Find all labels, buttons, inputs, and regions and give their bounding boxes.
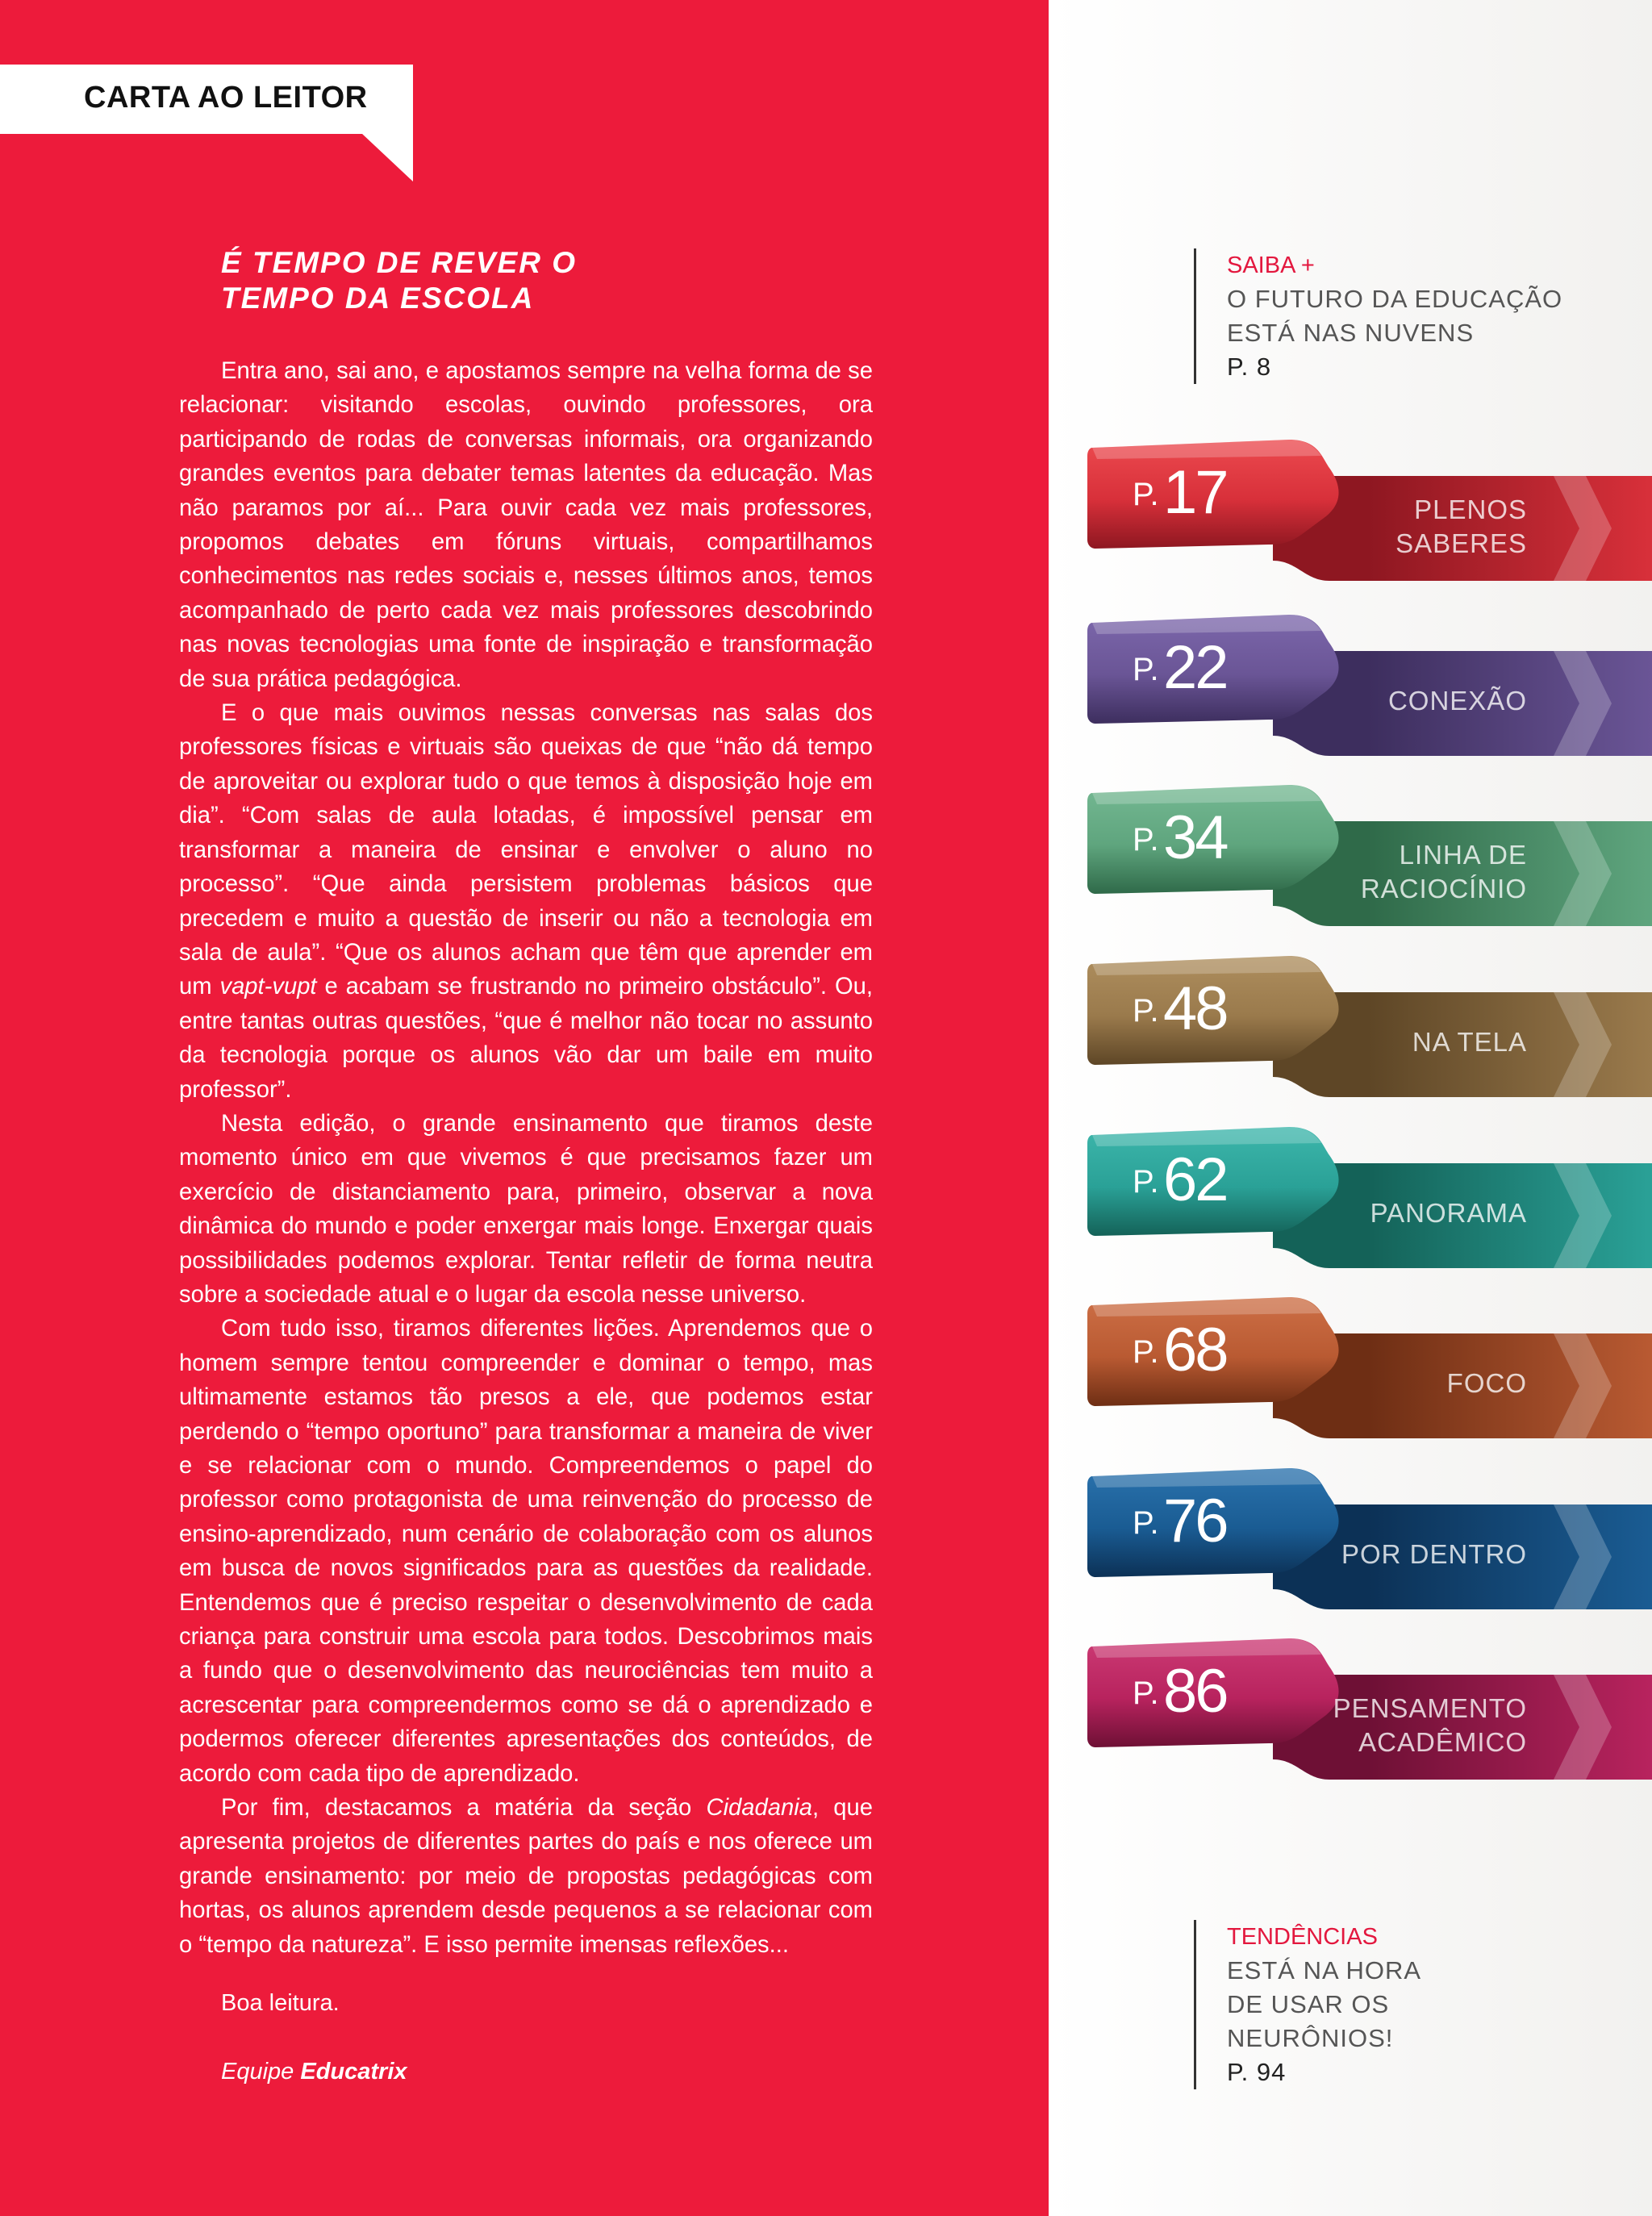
callout-line: ESTÁ NAS NUVENS [1227,319,1475,347]
headline-line-2: TEMPO DA ESCOLA [221,282,535,315]
ribbon-page-prefix: P. [1133,1505,1159,1541]
ribbon-76[interactable] [1087,1468,1652,1581]
letter-body [179,354,873,1962]
ribbon-section-title [1341,1538,1527,1571]
ribbon-title-line: LINHA DE [1399,840,1527,870]
ribbon-page-prefix: P. [1133,477,1159,512]
ribbon-page-number: 68 [1163,1316,1227,1384]
callout-tag: SAIBA + [1227,252,1315,278]
ribbon-section-title [1388,684,1527,718]
ribbon-page-number: 86 [1163,1657,1227,1726]
ribbon-section-title [1395,493,1527,561]
ribbon-title-line: PLENOS [1414,495,1527,524]
ribbon-page-number: 76 [1163,1487,1227,1555]
section-label-tag [0,65,413,134]
paragraph: Por fim, destacamos a matéria da seção Cidadania, que apresenta projetos de diferentes partes do país e nos oferece um grande ensinamento: por meio de propostas pedagógicas com hortas, os alunos aprendem desde pequenos a se relacionar com o “tempo da natureza”. E isso permite imensas reflexões... [179,1795,873,1958]
headline-line-1: É TEMPO DE REVER O [221,246,578,279]
headline [221,245,705,316]
callout-tag: TENDÊNCIAS [1227,1924,1378,1950]
ribbon-62[interactable] [1087,1127,1652,1240]
ribbon-title-line: POR DENTRO [1341,1539,1527,1569]
ribbon-title-line: RACIOCÍNIO [1360,874,1527,904]
ribbon-68[interactable] [1087,1297,1652,1410]
paragraph: E o que mais ouvimos nessas conversas nas salas dos professores físicas e virtuais são queixas de que “não dá tempo de aproveitar ou explorar tudo o que temos à disposição hoje em dia”. “Com salas de aula lotadas, é impossível pensar em transformar a maneira de ensinar e envolver o aluno no processo”. “Que ainda persistem problemas básicos que precedem e muito a questão de inserir ou não a tecnologia em sala de aula”. “Que os alunos acham que têm que aprender em um vapt-vupt e acabam se frustrando no primeiro obstáculo”. Ou, entre tantas outras questões, “que é melhor não tocar no assunto da tecnologia porque os alunos vão dar um baile em muito professor”. [179,700,874,1103]
ribbon-section-title [1412,1025,1527,1059]
ribbon-title-line: PENSAMENTO [1333,1693,1527,1723]
ribbon-title-line: FOCO [1446,1368,1527,1398]
ribbon-title-line: CONEXÃO [1387,686,1527,716]
ribbon-48[interactable] [1087,956,1652,1069]
ribbon-page-number: 22 [1163,633,1227,702]
ribbon-section-title [1447,1367,1527,1400]
callout-line: DE USAR OS [1227,1990,1390,2018]
signoff: Boa leitura. [221,1990,340,2016]
ribbon-86[interactable] [1087,1638,1652,1757]
callout-line: ESTÁ NA HORA [1227,1956,1422,1984]
ribbon-title-line: PANORAMA [1370,1198,1527,1228]
signature-name: Educatrix [300,2059,407,2085]
ribbon-page-prefix: P. [1133,1164,1159,1200]
ribbon-page-number: 34 [1163,803,1227,872]
ribbon-title-line: SABERES [1395,528,1527,558]
ribbon-page-prefix: P. [1133,993,1159,1029]
callout-saiba-mais[interactable] [1194,248,1562,384]
ribbon-page-prefix: P. [1133,1676,1159,1711]
section-label-tail [361,133,413,182]
ribbon-page-prefix: P. [1133,822,1159,858]
ribbon-section-title [1361,838,1527,906]
paragraph: Entra ano, sai ano, e apostamos sempre na velha forma de se relacionar: visitando escolas, ouvindo professores, ora participando de rodas de conversas informais, ora organizando grandes eventos para debater temas latentes da educação. Mas não paramos por aí... Para ouvir cada vez mais professores, propomos debates em fóruns virtuais, compartilhamos conhecimentos nas redes sociais e, nesses últimos anos, temos acompanhado de perto cada vez mais professores descobrindo nas novas tecnologias uma fonte de inspiração e transformação de sua prática pedagógica. [179,358,873,692]
ribbon-section-title [1370,1196,1527,1230]
callout-line: NEURÔNIOS! [1227,2024,1394,2052]
ribbon-page-number: 48 [1163,974,1227,1043]
ribbon-17[interactable] [1087,440,1652,558]
paragraph: Com tudo isso, tiramos diferentes lições. Aprendemos que o homem sempre tentou compreender e dominar o tempo, mas ultimamente estamos tão presos a ele, que podemos estar perdendo o “tempo oportuno” para transformar a maneira de viver e se relacionar com o mundo. Compreendemos o papel do professor como protagonista de uma reinvenção do processo de ensino-aprendizado, num cenário de colaboração com os alunos em busca de novos significados para as questões da realidade. Entendemos que é preciso respeitar o desenvolvimento de cada criança para construir uma escola para todos. Descobrimos mais a fundo que o desenvolvimento das neurociências tem muito a acrescentar para compreendermos como se dá o aprendizado e podermos oferecer diferentes apresentações dos conteúdos, de acordo com cada tipo de aprendizado. [179,1316,873,1787]
ribbon-title-line: ACADÊMICO [1358,1727,1527,1757]
ribbon-title-line: NA TELA [1412,1027,1527,1057]
signature-prefix: Equipe [221,2059,294,2085]
ribbon-page-number: 62 [1163,1146,1227,1214]
ribbon-page-prefix: P. [1133,1334,1159,1370]
callout-page: P. 94 [1227,2058,1287,2086]
section-label: CARTA AO LEITOR [84,81,368,115]
callout-tendencias[interactable] [1194,1920,1421,2089]
ribbon-22[interactable] [1087,615,1652,728]
ribbon-section-title [1333,1692,1527,1759]
ribbon-page-number: 17 [1163,458,1227,527]
ribbon-page-prefix: P. [1133,652,1159,687]
signature [221,2059,407,2085]
ribbon-34[interactable] [1087,785,1652,904]
paragraph: Nesta edição, o grande ensinamento que tiramos deste momento único em que vivemos é que precisamos fazer um exercício de distanciamento para, primeiro, observar a nova dinâmica do mundo e poder enxergar mais longe. Enxergar quais possibilidades podemos explorar. Tentar refletir de forma neutra sobre a sociedade atual e o lugar da escola nesse universo. [179,1110,873,1308]
callout-line: O FUTURO DA EDUCAÇÃO [1227,285,1563,313]
callout-page: P. 8 [1227,353,1272,381]
